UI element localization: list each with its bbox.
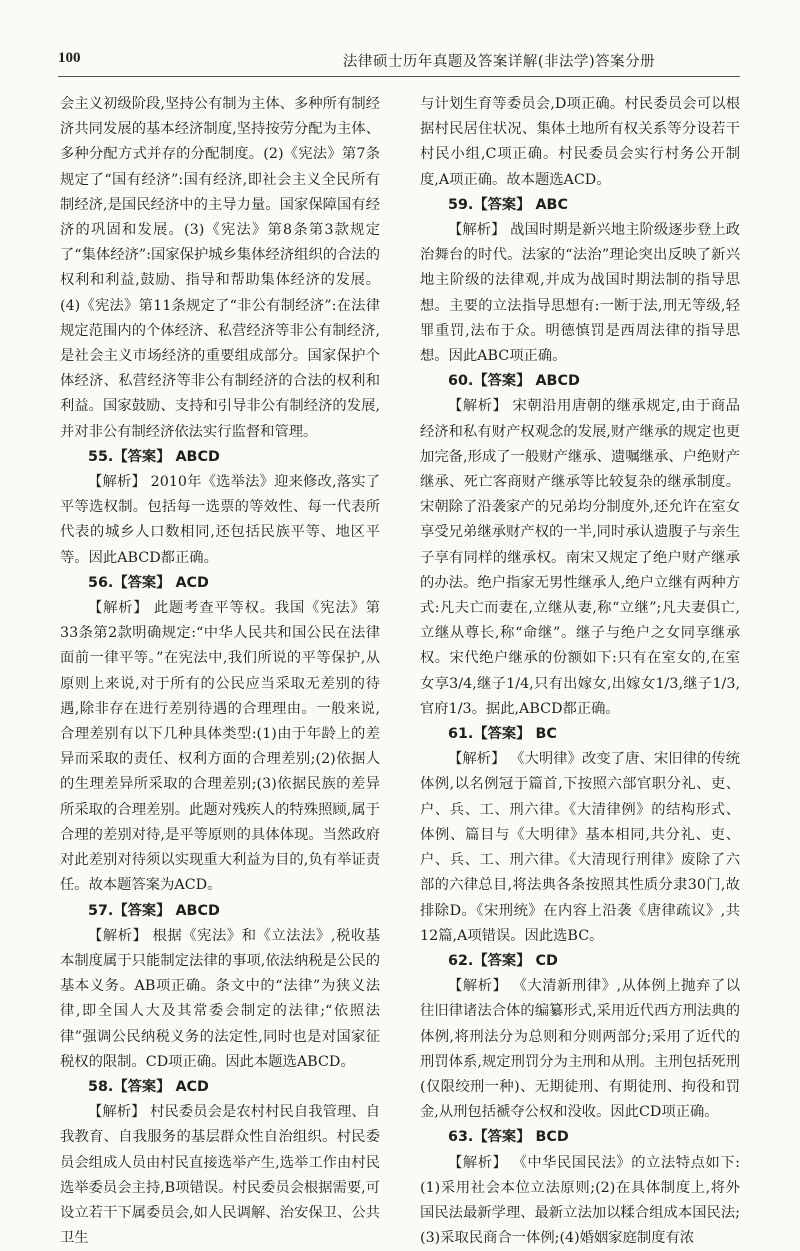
paragraph-continued: 会主义初级阶段,坚持公有制为主体、多种所有制经济共同发展的基本经济制度,坚持按劳分配为主体、多种分配方式并存的分配制度。(2)《宪法》第7条规定了“国有经济”:国有经济,即社会主义全民所有制经济,是国民经济中的主导力量。国家保障国有经济的巩固和发展。(3)《宪法》第8条第3款规定了“集体经济”:国家保护城乡集体经济组织的合法的权利和利益,鼓励、指导和帮助集体经济的发展。(4)《宪法》第11条规定了“非公有制经济”:在法律规定范围内的个体经济、私营经济等非公有制经济,是社会主义市场经济的重要组成部分。国家保护个体经济、私营经济等非公有制经济的合法的权利和利益。国家鼓励、支持和引导非公有制经济的发展,并对非公有制经济依法实行监督和管理。 [60, 96, 380, 440]
explanation-58: 【解析】 村民委员会是农村村民自我管理、自我教育、自我服务的基层群众性自治组织。村民委员会组成人员由村民直接选举产生,选举工作由村民选举委员会主持,B项错误。村民委员会根据需要,可设立若干下属委员会,如人民调解、治安保卫、公共卫生 [60, 1104, 380, 1247]
answer-58: 58.【答案】 ACD [88, 1078, 209, 1095]
explanation-56: 【解析】 此题考查平等权。我国《宪法》第33条第2款明确规定:“中华人民共和国公民在法律面前一律平等。”在宪法中,我们所说的平等保护,从原则上来说,对于所有的公民应当采取无差别的待遇,除非存在进行差别待遇的合理理由。一般来说,合理差别有以下几种具体类型:(1)由于年龄上的差异而采取的责任、权利方面的合理差别;(2)依据人的生理差异所采取的合理差别;(3)依据民族的差异所采取的合理差别。此题对残疾人的特殊照顾,属于合理的差别对待,是平等原则的具体体现。当然政府对此差别对待须以实现重大利益为目的,负有举证责任。故本题答案为ACD。 [60, 600, 380, 894]
answer-57: 57.【答案】 ABCD [88, 902, 220, 919]
explanation-61: 【解析】 《大明律》改变了唐、宋旧律的传统体例,以名例冠于篇首,下按照六部官职分礼、吏、户、兵、工、刑六律。《大清律例》的结构形式、体例、篇目与《大明律》基本相同,共分礼、吏、户、兵、工、刑六律。《大清现行刑律》废除了六部的六律总目,将法典各条按照其性质分隶30门,故排除D。《宋刑统》在内容上沿袭《唐律疏议》,共12篇,A项错误。因此选BC。 [420, 751, 740, 944]
answer-63: 63.【答案】 BCD [448, 1129, 569, 1146]
answer-60: 60.【答案】 ABCD [448, 373, 580, 390]
answer-56: 56.【答案】 ACD [88, 574, 209, 591]
explanation-60: 【解析】 宋朝沿用唐朝的继承规定,由于商品经济和私有财产权观念的发展,财产继承的规定也更加完备,形成了一般财产继承、遗嘱继承、户绝财产继承、死亡客商财产继承等比较复杂的继承制度。宋朝除了沿袭家产的兄弟均分制度外,还允许在室女享受兄弟继承财产权的一半,同时承认遗腹子与亲生子享有同样的继承权。南宋又规定了绝户财产继承的办法。绝户指家无男性继承人,绝户立继有两种方式:凡夫亡而妻在,立继从妻,称“立继”;凡夫妻俱亡,立继从尊长,称“命继”。继子与绝户之女同享继承权。宋代绝户继承的份额如下:只有在室女的,在室女享3/4,继子1/4,只有出嫁女,出嫁女1/3,继子1/3,官府1/3。据此,ABCD都正确。 [420, 398, 740, 717]
explanation-63: 【解析】 《中华民国民法》的立法特点如下:(1)采用社会本位立法原则;(2)在具体制度上,将外国民法最新学理、最新立法加以糅合组成本国民法;(3)采取民商合一体例;(4)婚姻家庭制度有浓 [420, 1154, 740, 1247]
answer-59: 59.【答案】 ABC [448, 196, 568, 213]
explanation-55: 【解析】 2010年《选举法》迎来修改,落实了平等选权制。包括每一选票的等效性、每一代表所代表的城乡人口数相同,还包括民族平等、地区平等。因此ABCD都正确。 [60, 474, 380, 566]
explanation-62: 【解析】 《大清新刑律》,从体例上抛弃了以往旧律诸法合体的编纂形式,采用近代西方刑法典的体例,将刑法分为总则和分则两部分;采用了近代的刑罚体系,规定刑罚分为主刑和从刑。主刑包括死刑(仅限绞刑一种)、无期徒刑、有期徒刑、拘役和罚金,从刑包括褫夺公权和没收。因此CD项正确。 [420, 978, 740, 1121]
explanation-57: 【解析】 根据《宪法》和《立法法》,税收基本制度属于只能制定法律的事项,依法纳税是公民的基本义务。AB项正确。条文中的“法律”为狭义法律,即全国人大及其常委会制定的法律;“依照法律”强调公民纳税义务的法定性,同时也是对国家征税权的限制。CD项正确。因此本题选ABCD。 [60, 927, 380, 1070]
answer-62: 62.【答案】 CD [448, 952, 558, 969]
running-title: 法律硕士历年真题及答案详解(非法学)答案分册 [342, 54, 656, 70]
answer-55: 55.【答案】 ABCD [88, 448, 220, 465]
paragraph-continued-right: 与计划生育等委员会,D项正确。村民委员会可以根据村民居住状况、集体土地所有权关系等分设若干村民小组,C项正确。村民委员会实行村务公开制度,A项正确。故本题选ACD。 [420, 96, 740, 188]
page-number: 100 [58, 50, 81, 66]
page-header [58, 50, 740, 77]
right-column [420, 92, 740, 1251]
answer-61: 61.【答案】 BC [448, 726, 557, 743]
explanation-59: 【解析】 战国时期是新兴地主阶级逐步登上政治舞台的时代。法家的“法治”理论突出反映了新兴地主阶级的法律观,并成为战国时期法制的指导思想。主要的立法指导思想有:一断于法,刑无等级,轻罪重罚,法布于众。明德慎罚是西周法律的指导思想。因此ABC项正确。 [420, 222, 740, 365]
left-column [60, 92, 380, 1251]
